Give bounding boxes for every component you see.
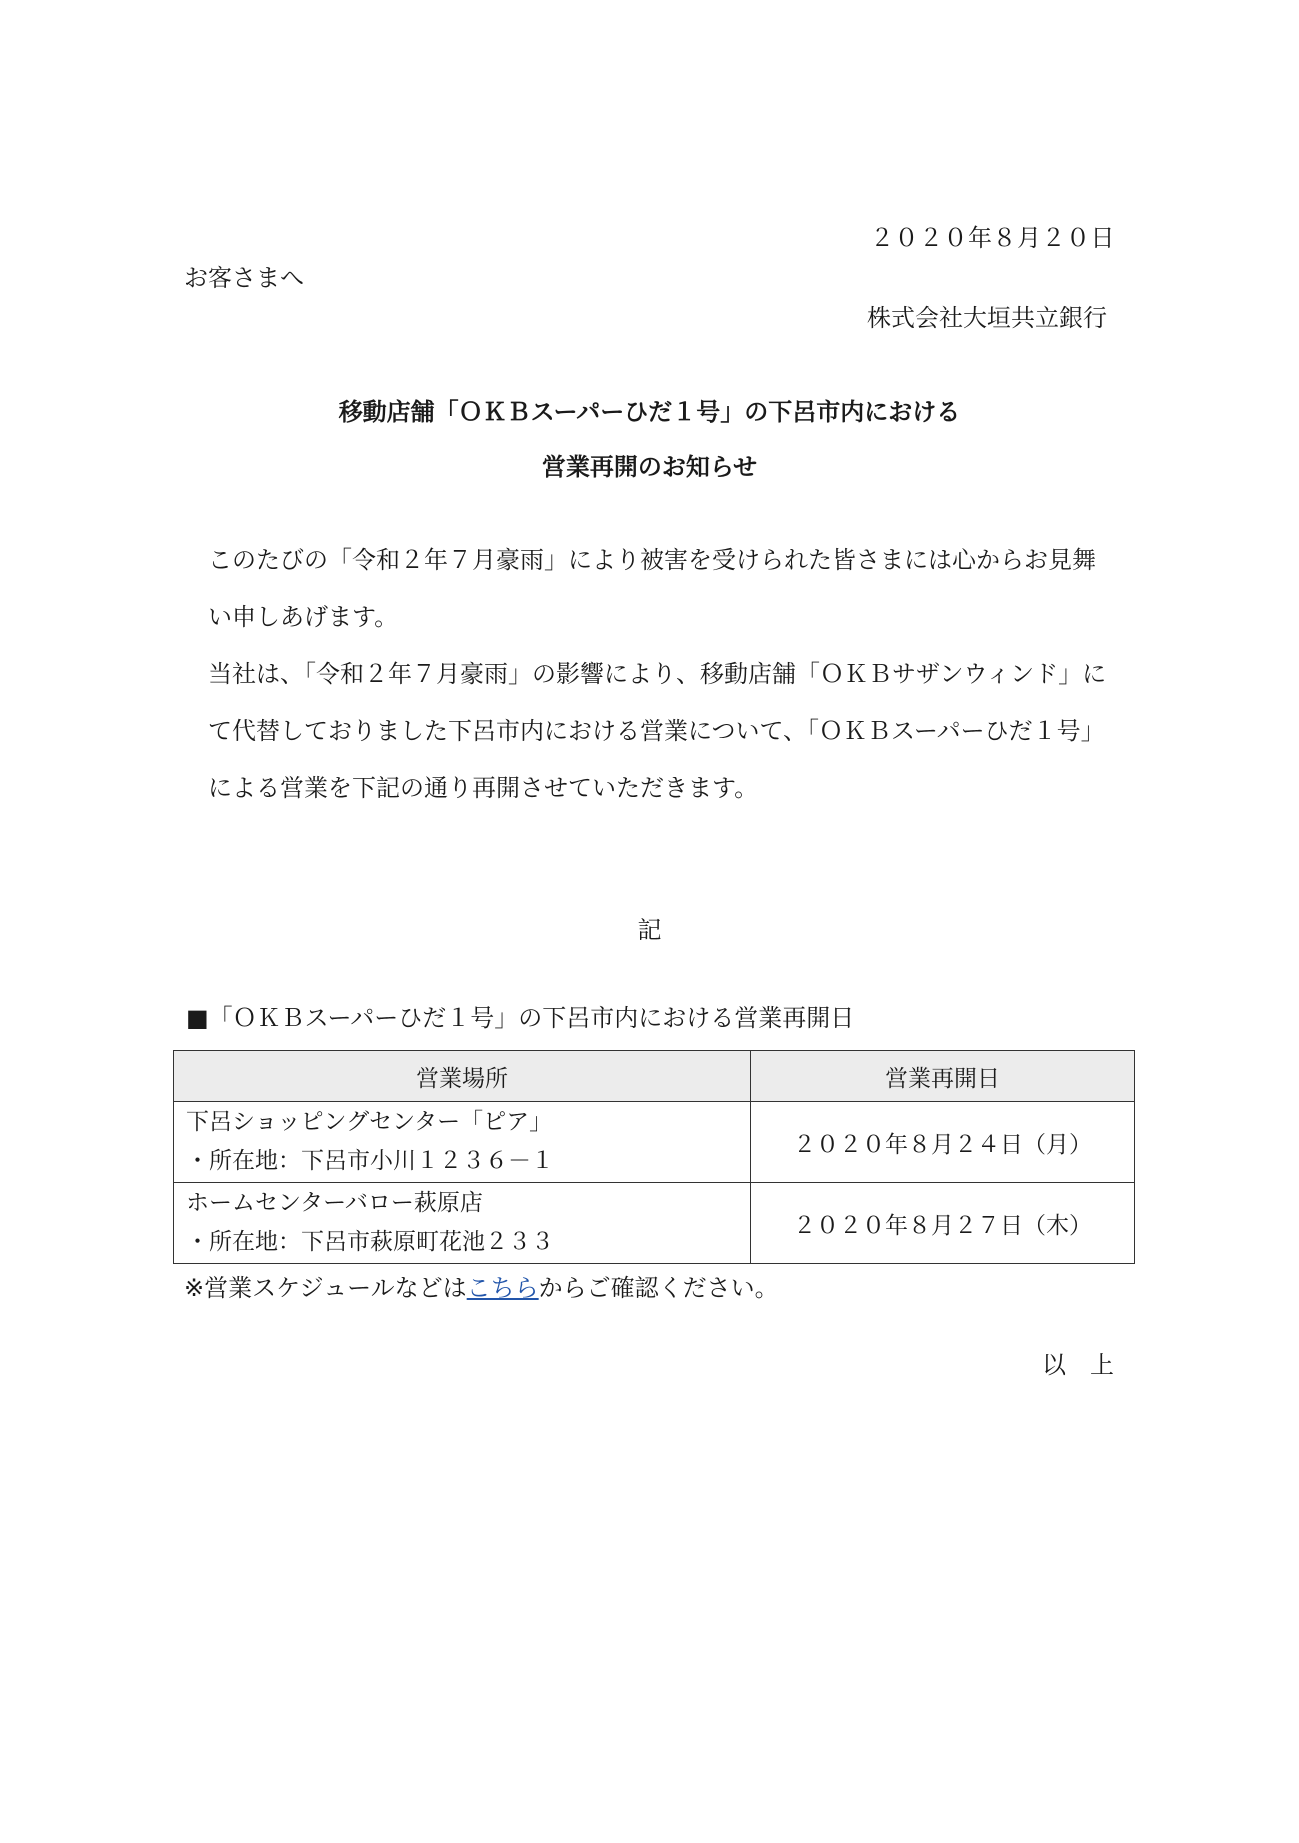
location-name: 下呂ショッピングセンター「ピア」 (186, 1109, 553, 1135)
location-address: ・所在地：下呂市萩原町花池２３３ (186, 1229, 554, 1255)
body-paragraph: このたびの「令和２年７月豪雨」により被害を受けられた皆さまには心からお見舞い申しあげます。 (208, 546, 1096, 631)
schedule-link[interactable]: こちら (466, 1274, 539, 1302)
sender: 株式会社大垣共立銀行 (867, 304, 1107, 332)
body-paragraph: 当社は、「令和２年７月豪雨」の影響により、移動店舗「ＯＫＢサザンウィンド」にて代替しておりました下呂市内における営業について、「ＯＫＢスーパーひだ１号」による営業を下記の通り再開させていただきます。 (208, 660, 1107, 802)
reopen-date-cell: ２０２０年８月２４日（月） (751, 1102, 1135, 1183)
table-heading: ■「ＯＫＢスーパーひだ１号」の下呂市内における営業再開日 (186, 1004, 855, 1032)
location-cell (174, 1183, 751, 1264)
column-header-location: 営業場所 (174, 1051, 751, 1102)
document-date: ２０２０年８月２０日 (870, 224, 1115, 252)
ki-marker: 記 (637, 916, 662, 944)
body-text (184, 532, 1114, 817)
table-row (174, 1102, 1135, 1183)
reopen-date-cell: ２０２０年８月２７日（木） (751, 1183, 1135, 1264)
reopening-schedule-table (173, 1050, 1135, 1264)
column-header-reopen-date: 営業再開日 (751, 1051, 1135, 1102)
document-title-line1: 移動店舗「ＯＫＢスーパーひだ１号」の下呂市内における (338, 398, 961, 426)
note-prefix: ※営業スケジュールなどは (184, 1274, 467, 1302)
document-title-line2: 営業再開のお知らせ (541, 453, 758, 481)
note-suffix: からご確認ください。 (538, 1274, 779, 1302)
closing-mark: 以 上 (1042, 1351, 1114, 1379)
recipient: お客さまへ (184, 264, 304, 292)
location-name: ホームセンターバロー萩原店 (186, 1190, 483, 1216)
table-header-row (174, 1051, 1135, 1102)
schedule-note (184, 1268, 779, 1303)
location-address: ・所在地：下呂市小川１２３６－１ (186, 1148, 554, 1174)
table-row (174, 1183, 1135, 1264)
location-cell (174, 1102, 751, 1183)
